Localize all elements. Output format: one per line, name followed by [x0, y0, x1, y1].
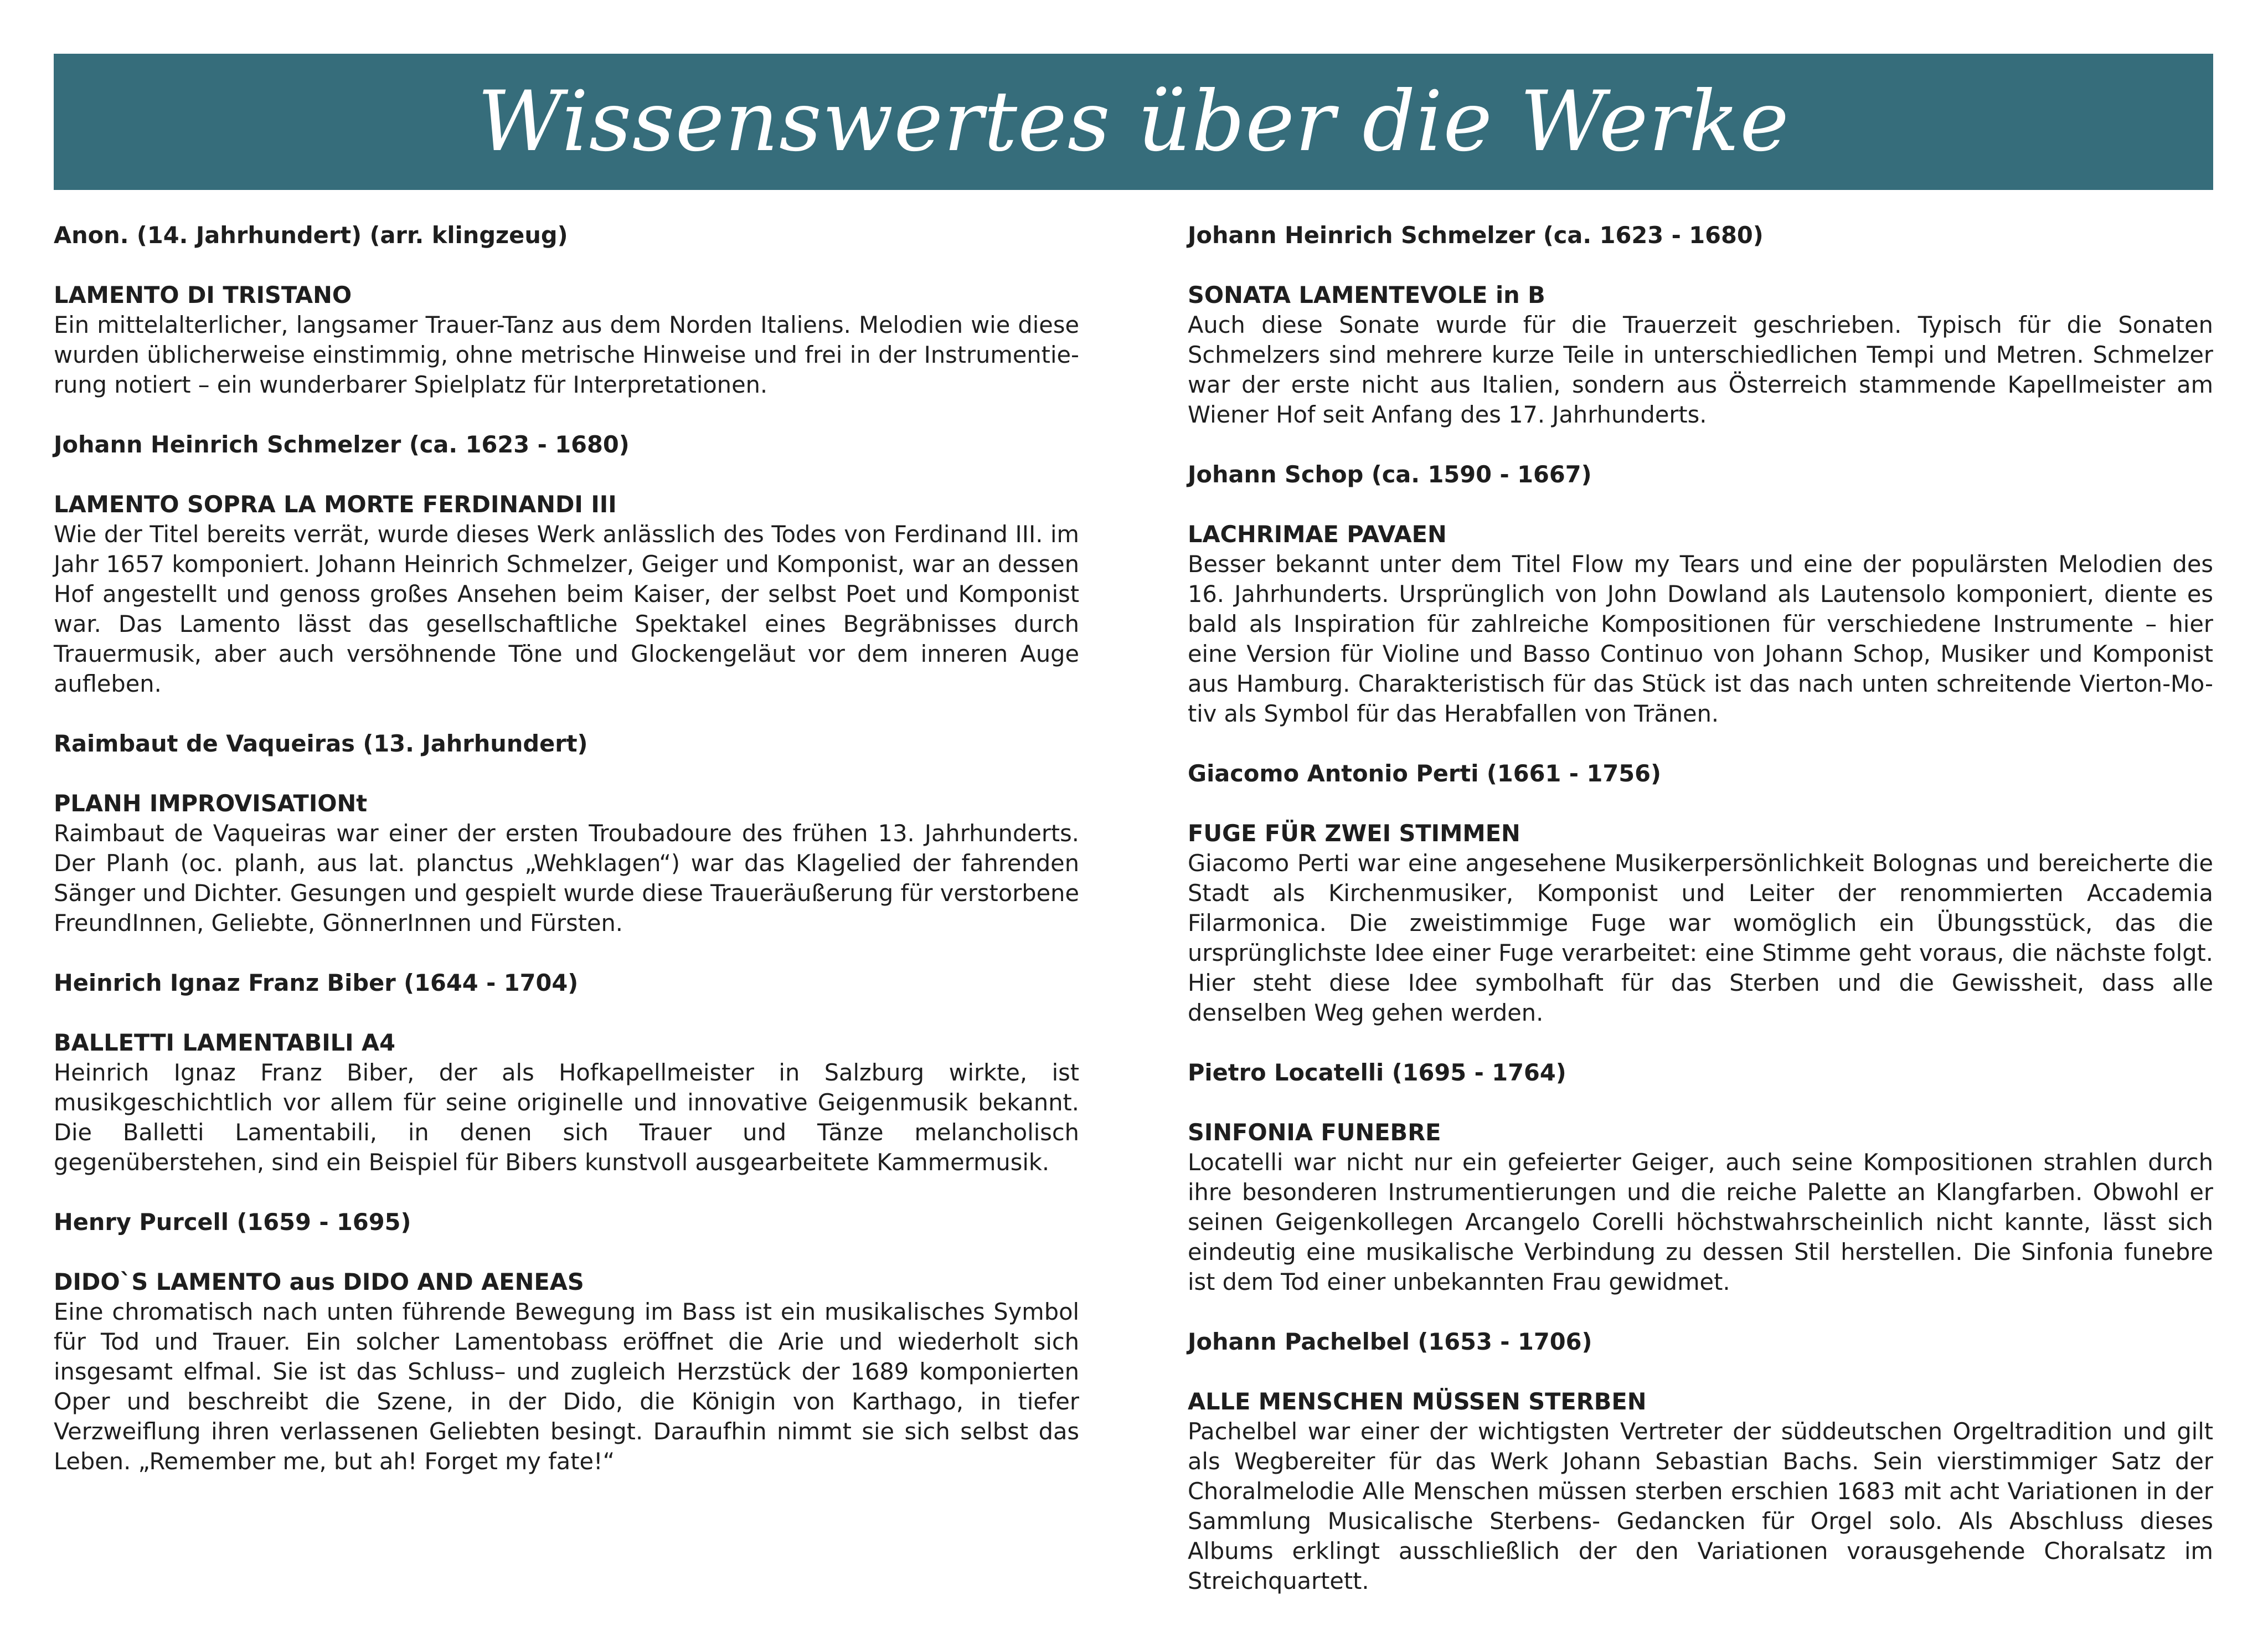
- work-description: Pachelbel war einer der wichtigsten Vertreter der süddeutschen Orgeltradition und gilt als Wegbereiter für das Werk Johann Sebastian Bachs. Sein vierstimmiger Satz der Choralmelodie Alle Menschen müssen sterben erschien 1683 mit acht Variationen in der Sammlung Musicalische Sterbens- Gedancken für Orgel solo. Als Abschluss dieses Albums erklingt ausschließlich der den Variationen vorausgehende Choralsatz im Streichquartett.: [1188, 1418, 2213, 1594]
- work-entry: [54, 430, 1079, 699]
- composer-name: Pietro Locatelli (1695 - 1764): [1188, 1059, 1566, 1086]
- work-entry: [54, 220, 1079, 400]
- work-title: LACHRIMAE PAVAEN: [1188, 521, 1447, 548]
- composer-name: Johann Pachelbel (1653 - 1706): [1188, 1328, 1592, 1355]
- composer-name: Heinrich Ignaz Franz Biber (1644 - 1704): [54, 969, 579, 996]
- work-entry: [54, 729, 1079, 938]
- work-description: Raimbaut de Vaqueiras war einer der ersten Troubadoure des frühen 13. Jahrhunderts. Der Planh (oc. planh, aus lat. planctus „Wehklagen“) war das Klagelied der fahrenden Sänger und Dichter. Gesungen und gespielt wurde diese Traueräußerung für verstorbene FreundInnen, Geliebte, GönnerInnen und Fürsten.: [54, 820, 1079, 937]
- work-entry: [1188, 460, 2213, 729]
- work-description: Auch diese Sonate wurde für die Trauerzeit geschrieben. Typisch für die Sonaten Schmelzers sind mehrere kurze Teile in unterschiedlichen Tempi und Metren. Schmelzer war der erste nicht aus Italien, sondern aus Österreich stammende Kapellmeister am Wiener Hof seit Anfang des 17. Jahrhunderts.: [1188, 311, 2213, 428]
- work-title: SINFONIA FUNEBRE: [1188, 1119, 1441, 1146]
- composer-name: Henry Purcell (1659 - 1695): [54, 1208, 411, 1236]
- composer-name: Johann Schop (ca. 1590 - 1667): [1188, 461, 1592, 488]
- work-title: ALLE MENSCHEN MÜSSEN STERBEN: [1188, 1388, 1647, 1415]
- right-column: [1188, 220, 2213, 1626]
- work-title: FUGE FÜR ZWEI STIMMEN: [1188, 820, 1520, 847]
- work-entry: [1188, 759, 2213, 1028]
- work-description: Giacomo Perti war eine angesehene Musikerpersönlichkeit Bolognas und bereicherte die Stadt als Kirchenmusiker, Komponist und Leiter der renommierten Accademia Filarmonica. Die zweistimmige Fuge war womöglich ein Übungsstück, das die ursprünglichste Idee einer Fuge verarbeitet: eine Stimme geht voraus, die nächste folgt. Hier steht diese Idee symbolhaft für das Sterben und die Gewissheit, dass alle denselben Weg gehen werden.: [1188, 850, 2213, 1026]
- composer-name: Anon. (14. Jahrhundert) (arr. klingzeug): [54, 222, 568, 249]
- work-description: Heinrich Ignaz Franz Biber, der als Hofkapellmeister in Salzburg wirkte, ist musikgeschichtlich vor allem für seine originelle und innovative Geigenmusik bekannt. Die Balletti Lamentabili, in denen sich Trauer und Tänze melancholisch gegenüberstehen, sind ein Beispiel für Bibers kunstvoll ausgearbeitete Kammermusik.: [54, 1059, 1079, 1176]
- work-title: LAMENTO DI TRISTANO: [54, 281, 352, 308]
- work-description: Wie der Titel bereits verrät, wurde dieses Werk anlässlich des Todes von Ferdinand III. im Jahr 1657 komponiert. Johann Heinrich Schmelzer, Geiger und Komponist, war an dessen Hof angestellt und genoss großes Ansehen beim Kaiser, der selbst Poet und Komponist war. Das Lamento lässt das gesellschaftliche Spektakel eines Begräbnisses durch Trauermusik, aber auch versöhnende Töne und Glockengeläut vor dem inneren Auge aufleben.: [54, 521, 1079, 697]
- work-description: Besser bekannt unter dem Titel Flow my Tears und eine der populärsten Melodien des 16. Jahrhunderts. Ursprünglich von John Dowland als Lautensolo komponiert, diente es bald als Inspiration für zahlreiche Kompositionen für verschiedene Instrumente – hier eine Version für Violine und Basso Continuo von Johann Schop, Musiker und Komponist aus Hamburg. Charakteristisch für das Stück ist das nach unten schreitende Vierton-Mo- tiv als Symbol für das Herabfallen von Tränen.: [1188, 550, 2213, 727]
- work-title: SONATA LAMENTEVOLE in B: [1188, 281, 1545, 308]
- work-entry: [1188, 220, 2213, 430]
- work-title: BALLETTI LAMENTABILI A4: [54, 1029, 395, 1056]
- work-entry: [54, 968, 1079, 1177]
- work-entry: [1188, 1058, 2213, 1297]
- work-description: Locatelli war nicht nur ein gefeierter Geiger, auch seine Kompositionen strahlen durch ihre besonderen Instrumentierungen und die reiche Palette an Klangfarben. Obwohl er seinen Geigenkollegen Arcangelo Corelli höchstwahrscheinlich nicht kannte, lässt sich eindeutig eine musikalische Verbindung zu dessen Stil herstellen. Die Sinfonia funebre ist dem Tod einer unbekannten Frau gewidmet.: [1188, 1149, 2213, 1295]
- work-entry: [54, 1207, 1079, 1476]
- title-banner: [54, 54, 2213, 190]
- composer-name: Johann Heinrich Schmelzer (ca. 1623 - 1680): [1188, 222, 1764, 249]
- page-title: Wissenswertes über die Werke: [477, 74, 1790, 170]
- work-title: PLANH IMPROVISATIONt: [54, 790, 368, 817]
- work-entry: [1188, 1327, 2213, 1596]
- work-description: Ein mittelalterlicher, langsamer Trauer-Tanz aus dem Norden Italiens. Melodien wie diese wurden üblicherweise einstimmig, ohne metrische Hinweise und frei in der Instrumentierung notiert – ein wunderbarer Spielplatz für Interpretationen.: [54, 311, 1079, 398]
- left-column: [54, 220, 1079, 1506]
- composer-name: Raimbaut de Vaqueiras (13. Jahrhundert): [54, 730, 588, 757]
- work-title: DIDO`S LAMENTO aus DIDO AND AENEAS: [54, 1268, 584, 1295]
- work-description: Eine chromatisch nach unten führende Bewegung im Bass ist ein musikalisches Symbol für Tod und Trauer. Ein solcher Lamentobass eröffnet die Arie und wiederholt sich insgesamt elfmal. Sie ist das Schluss– und zugleich Herzstück der 1689 komponierten Oper und beschreibt die Szene, in der Dido, die Königin von Karthago, in tiefer Verzweiflung ihren verlassenen Geliebten besingt. Daraufhin nimmt sie sich selbst das Leben. „Remember me, but ah! Forget my fate!“: [54, 1298, 1079, 1475]
- composer-name: Johann Heinrich Schmelzer (ca. 1623 - 1680): [54, 431, 630, 458]
- work-title: LAMENTO SOPRA LA MORTE FERDINANDI III: [54, 491, 617, 518]
- composer-name: Giacomo Antonio Perti (1661 - 1756): [1188, 760, 1661, 787]
